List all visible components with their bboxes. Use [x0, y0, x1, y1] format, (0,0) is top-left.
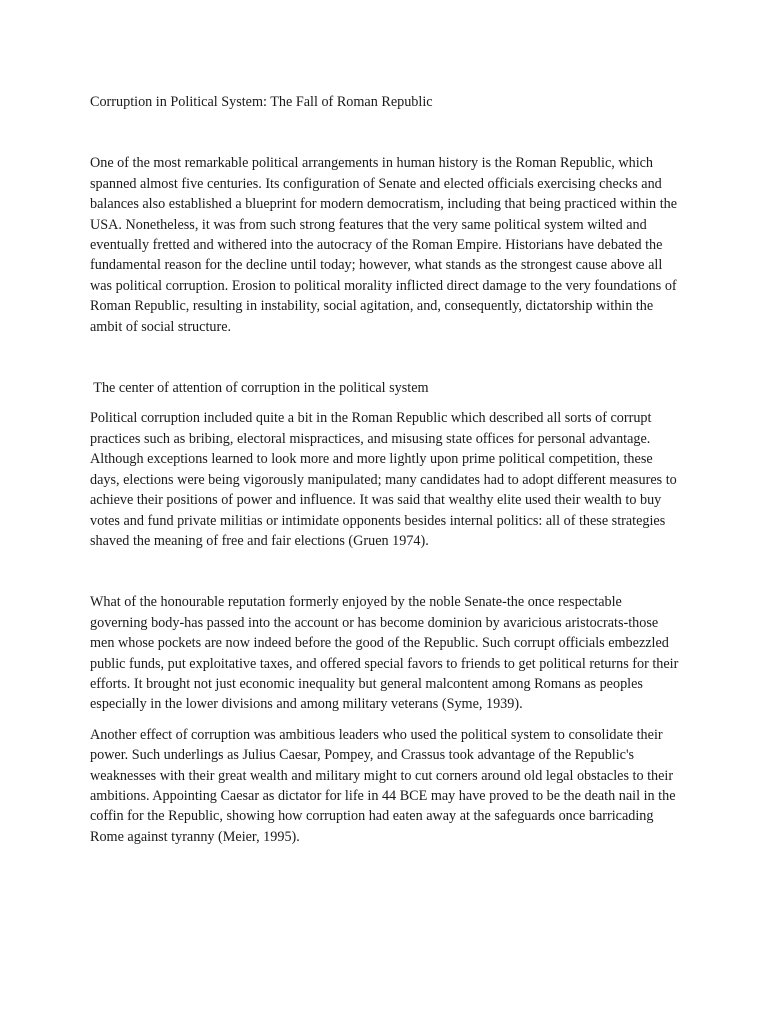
body-paragraph-senate: What of the honourable reputation formerly enjoyed by the noble Senate-the once respectable governing body-has passed into the account or has become dominion by avaricious aristocrats-those men whose pockets are now indeed before the good of the Republic. Such corrupt officials embezzled public funds, put exploitative taxes, and offered special favors to friends to get political returns for their efforts. It brought not just economic inequality but general malcontent among Romans as peoples especially in the lower divisions and among military veterans (Syme, 1939). [90, 594, 679, 713]
intro-paragraph: One of the most remarkable political arrangements in human history is the Roman Republic, which spanned almost five centuries. Its configuration of Senate and elected officials exercising checks and balances also established a blueprint for modern democratism, including that being practiced within the USA. Nonetheless, it was from such strong features that the very same political system wilted and eventually fretted and withered into the autocracy of the Roman Empire. Historians have debated the fundamental reason for the decline until today; however, what stands as the strongest cause above all was political corruption. Erosion to political morality inflicted direct damage to the very foundations of Roman Republic, resulting in instability, social agitation, and, consequently, dictatorship within the ambit of social structure. [90, 155, 678, 335]
body-paragraph-political-corruption: Political corruption included quite a bit in the Roman Republic which described all sorts of corrupt practices such as bribing, electoral mispractices, and misusing state offices for personal advantage. Although exceptions learned to look more and more lightly upon prime political competition, these days, elections were being vigorously manipulated; many candidates had to adopt different measures to achieve their positions of power and influence. It was said that wealthy elite used their wealth to buy votes and fund private militias or intimidate opponents besides internal politics: all of these strategies shaved the meaning of free and fair elections (Gruen 1974). [90, 410, 677, 549]
document-body [90, 92, 682, 847]
section-heading: The center of attention of corruption in the political system [90, 380, 429, 397]
document-title: Corruption in Political System: The Fall of Roman Republic [90, 94, 433, 110]
body-paragraph-ambitious-leaders: Another effect of corruption was ambitious leaders who used the political system to consolidate their power. Such underlings as Julius Caesar, Pompey, and Crassus took advantage of the Republic's weaknesses with their great wealth and military might to cut corners around old legal obstacles to their ambitions. Appointing Caesar as dictator for life in 44 BCE may have proved to be the death nail in the coffin for the Republic, showing how corruption had eaten away at the safeguards once barricading Rome against tyranny (Meier, 1995). [90, 726, 676, 845]
